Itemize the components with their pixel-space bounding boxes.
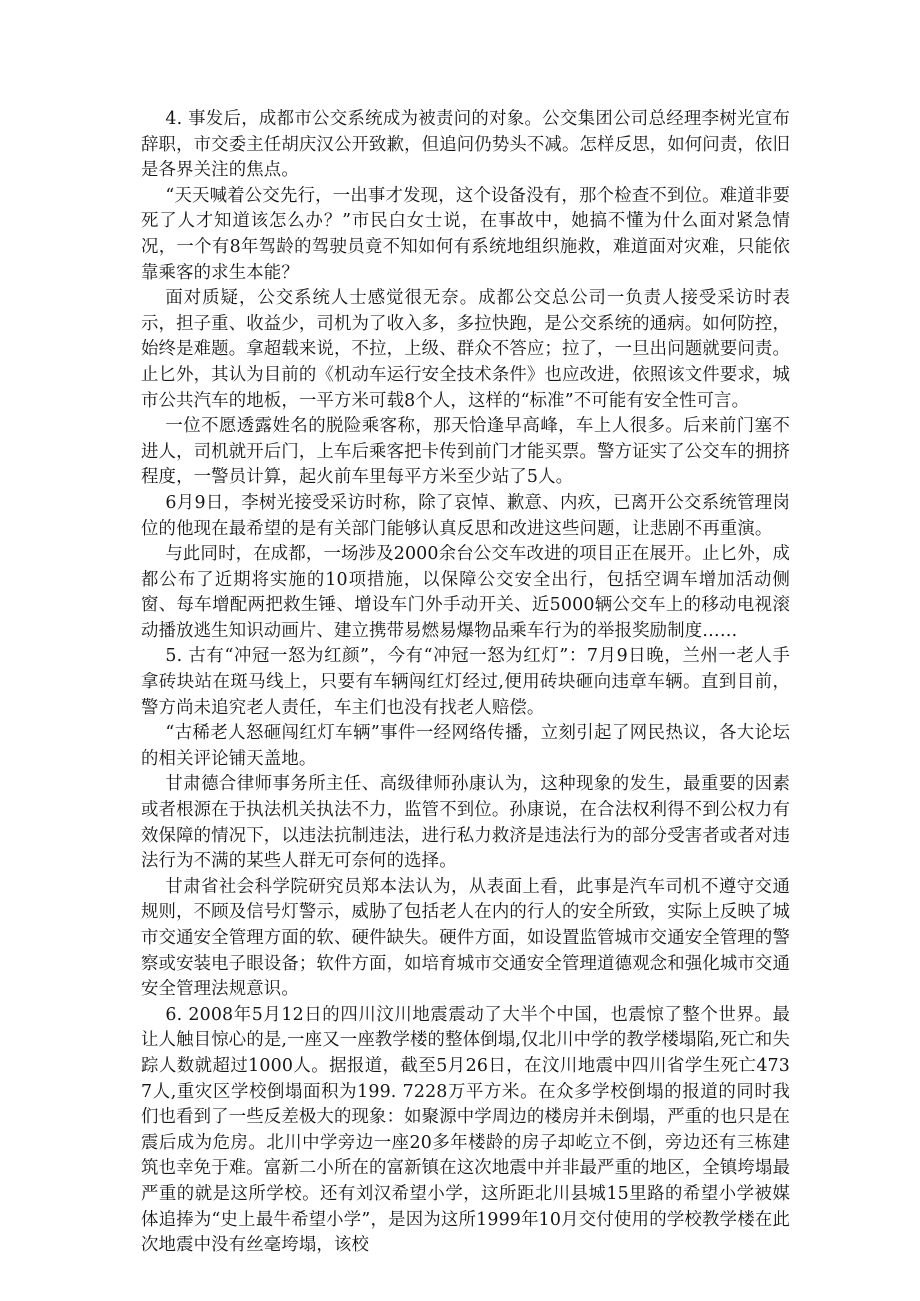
paragraph-passenger-account: 一位不愿透露姓名的脱险乘客称，那天恰逢早高峰，车上人很多。后来前门塞不进人，司机就开后门，上车后乘客把卡传到前门才能买票。警方证实了公交车的拥挤程度，一警员计算，起火前车里每平方米至少站了5人。 bbox=[141, 416, 791, 488]
paragraph-citizen-quote: “天天喊着公交先行，一出事才发现，这个设备没有，那个检查不到位。难道非要死了人才知道该怎么办？”市民白女士说，在事故中，她搞不懂为什么面对紧急情况，一个有8年驾龄的驾驶员竟不知如何有系统地组织施救，难道面对灾难，只能依靠乘客的求生本能？ bbox=[141, 185, 790, 283]
paragraph-item-5-red-light: 5. 古有“冲冠一怒为红颜”，今有“冲冠一怒为红灯”：7月9日晚，兰州一老人手拿砖块站在斑马线上，只要有车辆闯红灯经过,便用砖块砸向违章车辆。直到目前，警方尚未追究老人责任，车主们也没有找老人赔偿。 bbox=[141, 646, 790, 718]
paragraph-transit-official: 面对质疑，公交系统人士感觉很无奈。成都公交总公司一负责人接受采访时表示，担子重、收益少，司机为了收入多，多拉快跑，是公交系统的通病。如何防控，始终是难题。拿超载来说，不拉，上级、群众不答应；拉了，一旦出问题就要问责。止匕外，其认为目前的《机动车运行安全技术条件》也应改进，依照该文件要求，城市公共汽车的地板，一平方米可载8个人，这样的“标准”不可能有安全性可言。 bbox=[141, 288, 791, 411]
paragraph-researcher-opinion: 甘肃省社会科学院研究员郑本法认为，从表面上看，此事是汽车司机不遵守交通规则，不顾及信号灯警示，威胁了包括老人在内的行人的安全所致，实际上反映了城市交通安全管理方面的软、硬件缺失。硬件方面，如设置监管城市交通安全管理的警察或安装电子眼设备；软件方面，如培育城市交通安全管理道德观念和强化城市交通安全管理法规意识。 bbox=[141, 876, 791, 1000]
paragraph-resignation: 6月9日，李树光接受采访时称，除了哀悼、歉意、内疚，已离开公交系统管理岗位的他现在最希望的是有关部门能够认真反思和改进这些问题，让悲剧不再重演。 bbox=[141, 492, 790, 539]
paragraph-lawyer-opinion: 甘肃德合律师事务所主任、高级律师孙康认为，这种现象的发生，最重要的因素或者根源在于执法机关执法不力，监管不到位。孙康说，在合法权利得不到公权力有效保障的情况下，以违法抗制违法，进行私力救济是违法行为的部分受害者或者对违法行为不满的某些人群无可奈何的选择。 bbox=[141, 774, 791, 872]
paragraph-improvement-measures: 与此同时，在成都，一场涉及2000余台公交车改进的项目正在展开。止匕外，成都公布了近期将实施的10项措施，以保障公交安全出行，包括空调车增加活动侧窗、每车增配两把救生锤、增设车门外手动开关、近5000辆公交车上的移动电视滚动播放逃生知识动画片、建立携带易燃易爆物品乘车行为的举报奖励制度…… bbox=[141, 544, 790, 641]
paragraph-item-6-earthquake: 6. 2008年5月12日的四川汶川地震震动了大半个中国，也震惊了整个世界。最让人触目惊心的是,一座又一座教学楼的整体倒塌,仅北川中学的教学楼塌陷,死亡和失踪人数就超过1000人。据报道，截至5月26日，在汶川地震中四川省学生死亡4737人,重灾区学校倒塌面积为199. 7228万平方米。在众多学校倒塌的报道的同时我们也看到了一些反差极大的现象：如聚源中学周边的楼房并未倒塌，严重的也只是在震后成为危房。北川中学旁边一座20多年楼龄的房子却屹立不倒，旁边还有三栋建筑也幸免于难。富新二小所在的富新镇在这次地震中并非最严重的地区，全镇垮塌最严重的就是这所学校。还有刘汉希望小学，这所距北川县城15里路的希望小学被媒体追捧为“史上最牛希望小学”，是因为这所1999年10月交付使用的学校教学楼在此次地震中没有丝毫垮塌，该校 bbox=[141, 1004, 791, 1256]
paragraph-item-4-accountability: 4. 事发后，成都市公交系统成为被责问的对象。公交集团公司总经理李树光宣布辞职，市交委主任胡庆汉公开致歉，但追问仍势头不减。怎样反思，如何问责，依旧是各界关注的焦点。 bbox=[141, 109, 791, 181]
paragraph-online-reaction: “古稀老人怒砸闯红灯车辆”事件一经网络传播，立刻引起了网民热议，各大论坛的相关评论铺天盖地。 bbox=[141, 723, 790, 769]
document-body bbox=[141, 107, 790, 1259]
